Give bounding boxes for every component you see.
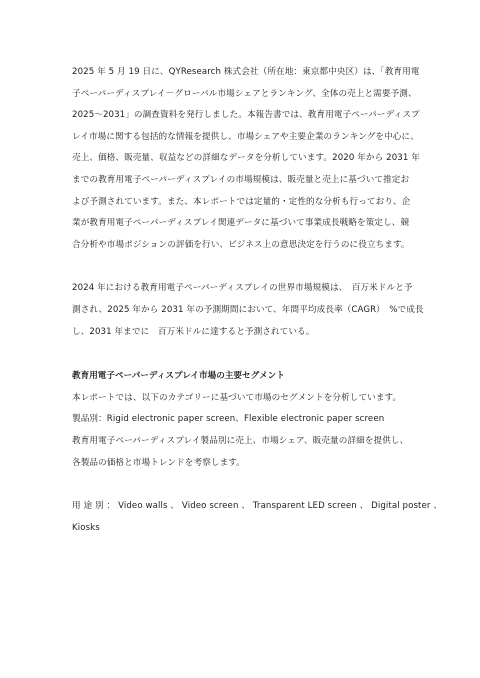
paragraph-spacer [72, 474, 410, 496]
intro-line: よび予測されています。また、本レポートでは定量的・定性的な分析も行っており、企 [72, 196, 411, 207]
product-desc-line: 各製品の価格と市場トレンドを考察します。 [72, 457, 245, 468]
intro-line: 業が教育用電子ペーパーディスプレイ関連データに基づいて事業成長戦略を策定し、競 [72, 218, 410, 229]
application-line: 用 途 別 ： Video walls 、 Video screen 、 Transparent LED screen 、 Digital poster 、 [72, 501, 443, 512]
product-description [72, 431, 410, 474]
paragraph-spacer [72, 343, 410, 366]
intro-line: 2025 年 5 月 19 日に、QYResearch 株式会社（所在地：東京都中央区）は、「教育用電 [72, 67, 420, 77]
paragraph-spacer [72, 256, 410, 278]
market-line: し、2031 年までに 百万米ドルに達すると予測されている。 [72, 326, 315, 337]
intro-line: までの教育用電子ペーパーディスプレイの市場規模は、販売量と売上に基づいて推定お [72, 174, 410, 185]
product-segment-line: 製品別：Rigid electronic paper screen、Flexible electronic paper screen [72, 414, 385, 425]
market-line: 2024 年における教育用電子ペーパーディスプレイの世界市場規模は、 百万米ドルと予 [72, 283, 413, 294]
intro-line: 2025～2031」の調査資料を発行しました。本報告書では、教育用電子ペーパーディスプ [72, 110, 420, 121]
market-line: 測され、2025 年から 2031 年の予測期間において、年間平均成長率（CAGR） %で成長 [72, 304, 424, 315]
product-desc-line: 教育用電子ペーパーディスプレイ製品別に売上、市場シェア、販売量の詳細を提供し、 [72, 435, 409, 446]
intro-line: 売上、価格、販売量、収益などの詳細なデータを分析しています。2020 年から 2031 年 [72, 153, 420, 164]
segments-heading: 教育用電子ペーパーディスプレイ市場の主要セグメント [72, 371, 285, 382]
intro-line: 合分析や市場ポジションの評価を行い、ビジネス上の意思決定を行うのに役立ちます。 [72, 239, 410, 250]
document-page [72, 62, 443, 539]
intro-paragraph [72, 62, 420, 256]
market-size-paragraph [72, 278, 424, 343]
application-line: Kiosks [72, 522, 100, 533]
segments-intro: 本レポートでは、以下のカテゴリーに基づいて市場のセグメントを分析しています。 [72, 392, 402, 403]
intro-line: レイ市場に関する包括的な情報を提供し、市場シェアや主要企業のランキングを中心に、 [72, 131, 419, 142]
intro-line: 子ペーパーディスプレイ－グローバル市場シェアとランキング、全体の売上と需要予測、 [72, 88, 417, 99]
application-segment [72, 496, 443, 539]
